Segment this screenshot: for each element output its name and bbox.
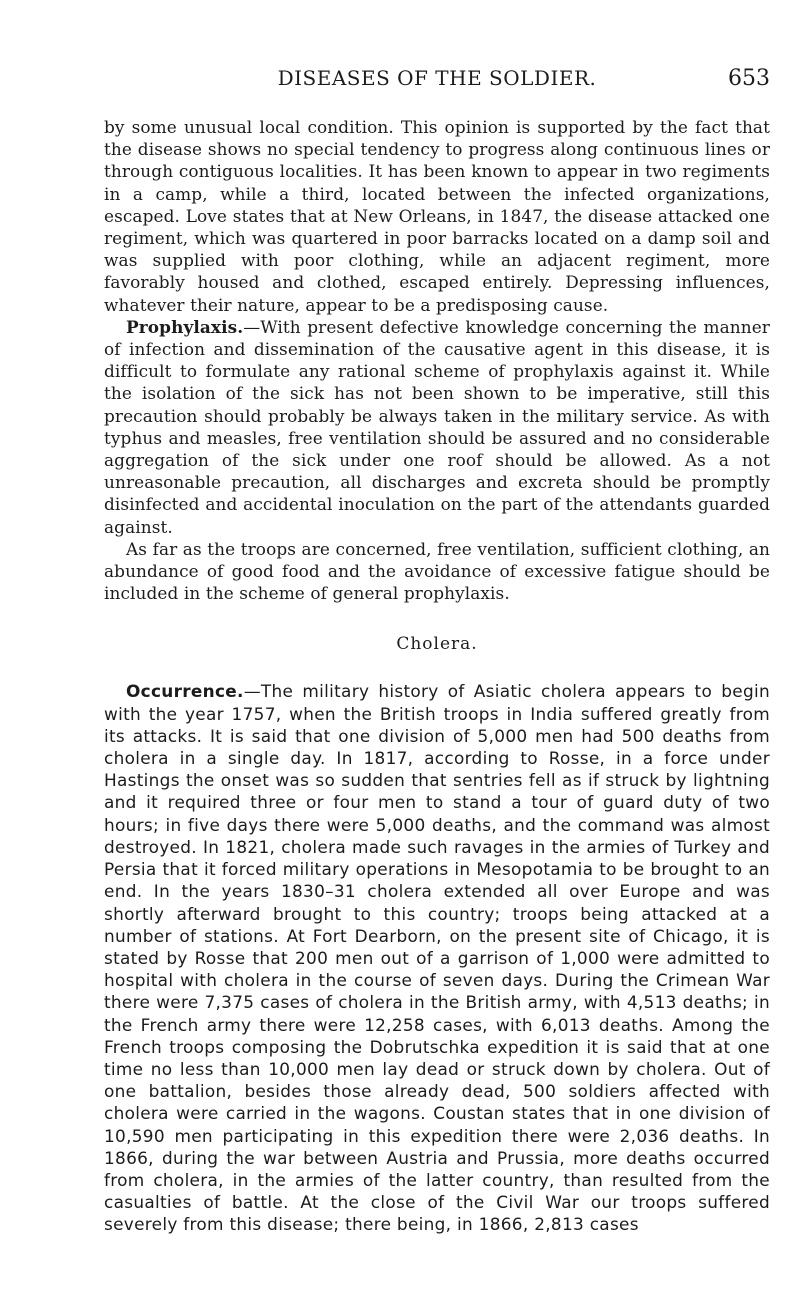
section-part-2: [104, 680, 770, 1235]
page-number: 653: [728, 66, 770, 91]
paragraph-general-prophylaxis: [104, 538, 770, 605]
paragraph-prophylaxis: [104, 316, 770, 538]
run-in-heading-occurrence: Occurrence.: [126, 681, 244, 702]
paragraph-text: —With present defective knowledge concerning the manner of infection and dissemination of the causative agent in this disease, it is difficult to formulate any rational scheme of prophylaxis against it. While the isolation of the sick has not been shown to be imperative, still this precaution should probably be always taken in the military service. As with typhus and measles, free ventilation should be assured and no considerable aggregation of the sick under one roof should be allowed. As a not unreasonable precaution, all discharges and excreta should be promptly disinfected and accidental inoculation on the part of the attendants guarded against.: [104, 316, 770, 537]
paragraph-text: —The military history of Asiatic cholera appears to begin with the year 1757, when the British troops in India suffered greatly from its attacks. It is said that one division of 5,000 men had 500 deaths from cholera in a single day. In 1817, according to Rosse, in a force under Hastings the onset was so sudden that sentries fell as if struck by lightning and it required three or four men to stand a tour of guard duty of two hours; in five days there were 5,000 deaths, and the command was almost destroyed. In 1821, cholera made such ravages in the armies of Turkey and Persia that it forced military operations in Mesopotamia to be brought to an end. In the years 1830–31 cholera extended all over Europe and was shortly afterward brought to this country; troops being attacked at a number of stations. At Fort Dearborn, on the present site of Chicago, it is stated by Rosse that 200 men out of a garrison of 1,000 were admitted to hospital with cholera in the course of seven days. During the Crimean War there were 7,375 cases of cholera in the British army, with 4,513 deaths; in the French army there were 12,258 cases, with 6,013 deaths. Among the French troops composing the Dobrutschka expedition it is said that at one time no less than 10,000 men lay dead or struck down by cholera. Out of one battalion, besides those already dead, 500 soldiers affected with cholera were carried in the wagons. Coustan states that in one division of 10,590 men participating in this expedition there were 2,036 deaths. In 1866, during the war between Austria and Prussia, more deaths occurred from cholera, in the armies of the latter country, than resulted from the casualties of battle. At the close of the Civil War our troops suffered severely from this disease; there being, in 1866, 2,813 cases: [104, 681, 770, 1235]
paragraph-text: As far as the troops are concerned, free ventilation, sufficient clothing, an abundance of good food and the avoidance of excessive fatigue should be included in the scheme of general prophylaxis.: [104, 538, 770, 604]
paragraph-text: by some unusual local condition. This opinion is supported by the fact that the disease shows no special tendency to progress along continuous lines or through contiguous localities. It has been known to appear in two regiments in a camp, while a third, located between the infected organizations, escaped. Love states that at New Orleans, in 1847, the disease attacked one regiment, which was quartered in poor barracks located on a damp soil and was supplied with poor clothing, while an adjacent regiment, more favorably housed and clothed, escaped entirely. Depressing influences, whatever their nature, appear to be a predisposing cause.: [104, 117, 770, 315]
running-head: DISEASES OF THE SOLDIER.: [277, 66, 597, 90]
body-text: [104, 116, 770, 1236]
page-header: [104, 66, 770, 106]
section-part-1: [104, 116, 770, 604]
section-title-cholera: Cholera.: [396, 634, 478, 655]
paragraph-occurrence: [104, 680, 770, 1235]
paragraph-continuation: [104, 116, 770, 316]
run-in-heading-prophylaxis: Prophylaxis.: [126, 316, 244, 337]
